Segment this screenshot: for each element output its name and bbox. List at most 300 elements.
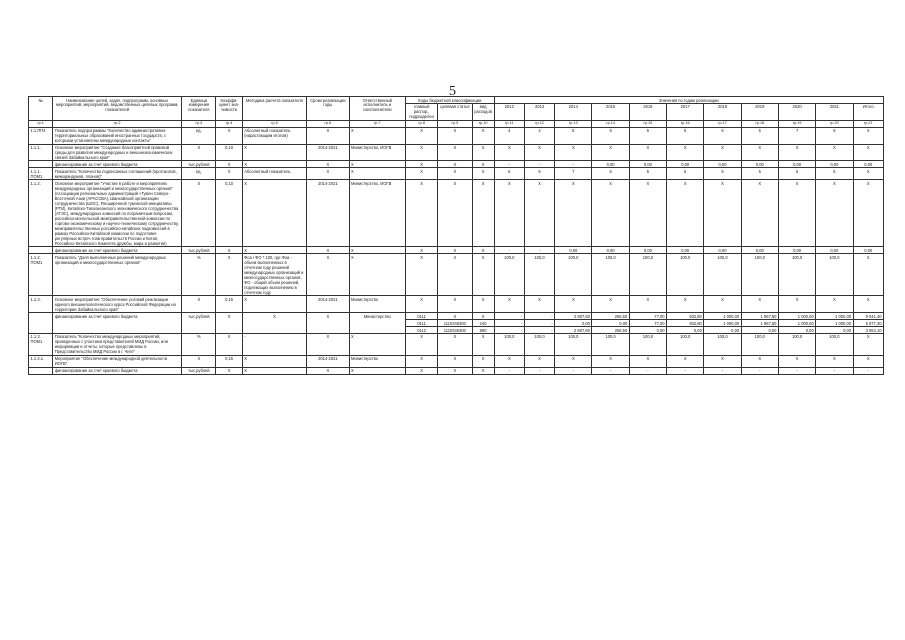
table-cell: X: [472, 247, 494, 254]
column-number: гр.10: [472, 120, 494, 127]
table-cell: 100,0: [741, 254, 778, 296]
table-cell: X: [816, 144, 853, 161]
table-cell: тыс.рублей: [182, 161, 216, 168]
table-cell: 0,00: [816, 161, 853, 168]
financing-cell: Министерство: [349, 313, 405, 334]
table-cell: 1.1.2. ПОМ1: [29, 254, 53, 296]
header-coef: Коэффи-циент зна-чимости: [216, 97, 242, 121]
header-year: 2017: [667, 103, 704, 120]
table-cell: X: [405, 180, 437, 247]
table-cell: 1.1.4.1.: [29, 355, 53, 367]
table-cell: X: [853, 168, 883, 180]
table-cell: X: [405, 296, 437, 313]
table-cell: 4: [524, 127, 554, 144]
table-cell: X: [405, 367, 437, 374]
header-year: 2021: [816, 103, 853, 120]
table-cell: X: [494, 144, 524, 161]
table-row: [29, 247, 884, 254]
table-cell: X: [741, 144, 778, 161]
table-cell: X: [438, 355, 472, 367]
table-row: [29, 355, 884, 367]
table-cell: X: [472, 127, 494, 144]
column-number: гр.5: [242, 120, 307, 127]
table-cell: 7: [778, 127, 815, 144]
financing-value: 1 000,00: [816, 320, 853, 327]
table-cell: Мероприятие "Обеспечение международной деятельности ИОГВ": [53, 355, 182, 367]
table-cell: X: [472, 296, 494, 313]
table-cell: X: [524, 180, 554, 247]
table-cell: 0,00: [741, 247, 778, 254]
table-cell: 5: [704, 168, 741, 180]
table-cell: -: [741, 367, 778, 374]
financing-value: 2 807,60: [555, 313, 592, 320]
table-cell: 0,00: [592, 161, 629, 168]
table-cell: финансирование за счет краевого бюджета: [53, 161, 182, 168]
table-cell: X: [778, 355, 815, 367]
header-executor: Ответственный исполнитель и соисполнители: [349, 97, 405, 121]
table-cell: -: [524, 367, 554, 374]
financing-cell: тыс.рублей: [182, 313, 216, 334]
table-cell: ед.: [182, 127, 216, 144]
table-cell: X: [349, 127, 405, 144]
table-cell: X: [667, 144, 704, 161]
table-cell: 0,00: [629, 247, 666, 254]
table-cell: 100,0: [494, 254, 524, 296]
table-cell: -: [555, 367, 592, 374]
table-cell: Показатель подпрограммы "Количество административно-территориальных образований иностранных государств, с которыми установлены международные контакты": [53, 127, 182, 144]
table-cell: X: [494, 296, 524, 313]
table-cell: X: [182, 355, 216, 367]
table-cell: 4: [494, 127, 524, 144]
financing-value: 256,50: [592, 327, 629, 334]
table-cell: -: [555, 161, 592, 168]
column-number: гр.21: [853, 120, 883, 127]
table-cell: X: [182, 296, 216, 313]
table-cell: 5: [741, 168, 778, 180]
table-cell: X: [307, 367, 349, 374]
table-cell: X: [405, 254, 437, 296]
table-cell: 0,15: [216, 355, 242, 367]
table-cell: X: [405, 333, 437, 355]
financing-value: 0,00: [667, 327, 704, 334]
table-cell: X: [629, 144, 666, 161]
table-cell: 5: [667, 168, 704, 180]
table-cell: X: [307, 247, 349, 254]
table-cell: -: [524, 161, 554, 168]
table-cell: 0,10: [216, 180, 242, 247]
table-cell: X: [555, 296, 592, 313]
table-cell: тыс.рублей: [182, 247, 216, 254]
table-cell: X: [216, 168, 242, 180]
financing-value: 1 967,50: [741, 320, 778, 327]
column-number: гр.16: [667, 120, 704, 127]
table-cell: -: [853, 367, 883, 374]
table-cell: 6: [704, 127, 741, 144]
header-method: Методика расчета показателя: [242, 97, 307, 121]
table-cell: 100,0: [704, 254, 741, 296]
table-cell: X: [307, 161, 349, 168]
table-row: [29, 144, 884, 161]
table-cell: ед.: [182, 168, 216, 180]
table-cell: X: [242, 355, 307, 367]
table-cell: X: [778, 144, 815, 161]
column-number: гр.14: [592, 120, 629, 127]
table-cell: X: [472, 254, 494, 296]
table-cell: 100,0: [816, 254, 853, 296]
table-cell: X: [405, 127, 437, 144]
table-cell: X: [853, 180, 883, 247]
table-cell: 100,0: [778, 333, 815, 355]
table-cell: X: [438, 296, 472, 313]
financing-value: 0,00: [629, 327, 666, 334]
table-cell: X: [349, 367, 405, 374]
table-cell: 5: [629, 168, 666, 180]
table-cell: 5: [555, 127, 592, 144]
table-cell: X: [472, 144, 494, 161]
table-cell: 6: [741, 127, 778, 144]
table-cell: 0,00: [704, 161, 741, 168]
table-cell: -: [629, 367, 666, 374]
table-cell: X: [216, 367, 242, 374]
table-cell: 0,00: [816, 247, 853, 254]
table-cell: X: [438, 127, 472, 144]
header-year: 2018: [704, 103, 741, 120]
table-cell: 0,00: [667, 161, 704, 168]
table-cell: X: [555, 144, 592, 161]
table-cell: X: [592, 355, 629, 367]
table-cell: 100,0: [667, 333, 704, 355]
financing-value: X: [472, 313, 494, 320]
table-cell: X: [307, 254, 349, 296]
table-cell: 100,0: [629, 333, 666, 355]
table-cell: Министерство: [349, 296, 405, 313]
table-cell: X: [349, 333, 405, 355]
table-cell: X: [667, 296, 704, 313]
table-cell: Министерство, ИОГВ: [349, 180, 405, 247]
table-cell: X: [853, 296, 883, 313]
header-bk-type: вид расходов: [472, 103, 494, 120]
financing-cell: финансирование за счет краевого бюджета: [53, 313, 182, 334]
column-number: гр.8: [405, 120, 437, 127]
table-cell: -: [494, 161, 524, 168]
column-number: гр.19: [778, 120, 815, 127]
header-name: Наименование целей, задач, подпрограмм, основных мероприятий, мероприятий, ведомственных целевых программ, показателей: [53, 97, 182, 121]
table-cell: X: [349, 168, 405, 180]
table-cell: X: [704, 144, 741, 161]
header-year: 2015: [592, 103, 629, 120]
table-cell: X: [555, 180, 592, 247]
financing-value: 1 000,00: [704, 320, 741, 327]
table-cell: -: [592, 367, 629, 374]
table-cell: X: [242, 144, 307, 161]
header-bk-main: главный распор., подразделен: [405, 103, 437, 120]
table-cell: 100,0: [629, 254, 666, 296]
table-cell: X: [816, 180, 853, 247]
table-cell: %: [182, 333, 216, 355]
column-number: гр.1: [29, 120, 53, 127]
table-cell: X: [592, 180, 629, 247]
financing-value: 932,80: [667, 313, 704, 320]
header-year: 2014: [555, 103, 592, 120]
financing-cell: X: [216, 313, 242, 334]
table-cell: X: [438, 161, 472, 168]
financing-value: 5 977,30: [853, 320, 883, 327]
table-cell: X: [242, 296, 307, 313]
financing-value: 0,00: [816, 327, 853, 334]
table-cell: X: [349, 161, 405, 168]
financing-value: -: [524, 327, 554, 334]
table-cell: 0,00: [667, 247, 704, 254]
table-cell: 1.1.2.: [29, 180, 53, 247]
table-cell: 100,0: [778, 254, 815, 296]
table-cell: X: [494, 180, 524, 247]
header-year: 2020: [778, 103, 815, 120]
table-cell: 5: [592, 168, 629, 180]
table-cell: X: [216, 333, 242, 355]
financing-cell: X: [242, 313, 307, 334]
financing-value: 0111: [405, 320, 437, 327]
table-cell: X: [242, 247, 307, 254]
table-cell: X: [816, 355, 853, 367]
table-cell: 0,00: [853, 247, 883, 254]
financing-value: 932,80: [667, 320, 704, 327]
table-cell: X: [629, 355, 666, 367]
table-cell: X: [405, 144, 437, 161]
table-cell: 6: [494, 168, 524, 180]
column-numbers-row: [29, 120, 884, 127]
table-cell: X: [853, 254, 883, 296]
table-cell: -: [704, 367, 741, 374]
table-cell: 6: [524, 168, 554, 180]
table-cell: X: [216, 254, 242, 296]
column-number: гр.4: [216, 120, 242, 127]
table-cell: 1.1.ПП4: [29, 127, 53, 144]
table-cell: -: [778, 367, 815, 374]
table-row: [29, 180, 884, 247]
table-cell: 2014-2021: [307, 144, 349, 161]
column-number: гр.18: [741, 120, 778, 127]
column-number: гр.12: [524, 120, 554, 127]
table-cell: X: [307, 127, 349, 144]
table-cell: 0,00: [853, 161, 883, 168]
table-cell: X: [405, 161, 437, 168]
table-cell: 0,00: [629, 161, 666, 168]
table-cell: X: [472, 161, 494, 168]
table-cell: 100,0: [524, 254, 554, 296]
table-cell: X: [405, 247, 437, 254]
header-bk-target: целевая статья: [438, 103, 472, 120]
header-bk-group: Коды бюджетной классификации: [405, 97, 494, 104]
table-cell: 0,00: [555, 247, 592, 254]
table-cell: Основное мероприятие "Участие в работе и мероприятиях международных организаций и межгосударственных органов" (Ассоциации региональных администраций «Тумэн Северо-Восточной Азии (АРАССВА), Шанхайской организации сотрудничества (ШОС), Расширенной тумэнской инициативы (РТИ), Китайско-Тихоокеанского экономического сотрудничества (АТЭС), международных комиссий по пограничным вопросам, российско-монгольской межправительственной комиссии по торгово-экономическому и научно-техническому сотрудничеству, межправительственных российско-китайских подкомиссий в рамках Российско-Китайской комиссии по подготовке регулярных встреч глав правительств России и Китая, Российско-Китайского Комитета дружбы, мира и развития): [53, 180, 182, 247]
header-row-1: [29, 97, 884, 104]
table-cell: 100,0: [667, 254, 704, 296]
financing-value: 1 967,50: [741, 313, 778, 320]
table-cell: X: [307, 333, 349, 355]
table-cell: -: [667, 367, 704, 374]
table-cell: X: [472, 367, 494, 374]
financing-value: -: [524, 320, 554, 327]
table-cell: X: [629, 296, 666, 313]
table-cell: X: [438, 168, 472, 180]
table-cell: X: [524, 355, 554, 367]
table-cell: X: [216, 127, 242, 144]
table-cell: 100,0: [555, 254, 592, 296]
financing-value: -: [494, 320, 524, 327]
table-cell: -: [524, 247, 554, 254]
table-cell: 0,00: [778, 161, 815, 168]
table-cell: Основное мероприятие "Создание благоприятной правовой среды для развития международных и внешнеэкономических связей Забайкальского края": [53, 144, 182, 161]
table-cell: 100,0: [524, 333, 554, 355]
table-cell: X: [438, 367, 472, 374]
table-cell: X: [667, 355, 704, 367]
financing-value: 77,00: [629, 313, 666, 320]
financing-value: 1 000,00: [704, 313, 741, 320]
table-row: [29, 333, 884, 355]
table-row: [29, 367, 884, 374]
financing-value: -: [524, 313, 554, 320]
table-cell: X: [349, 254, 405, 296]
table-cell: X: [182, 144, 216, 161]
table-cell: X: [438, 180, 472, 247]
table-cell: 0,00: [592, 247, 629, 254]
table-cell: X: [405, 355, 437, 367]
financing-value: 1110346300: [438, 327, 472, 334]
table-cell: 100,0: [741, 333, 778, 355]
table-cell: X: [853, 333, 883, 355]
financing-value: 880: [472, 327, 494, 334]
financing-value: 0111: [405, 313, 437, 320]
table-cell: 0,00: [778, 247, 815, 254]
table-cell: 0,00: [704, 247, 741, 254]
table-cell: 5: [816, 168, 853, 180]
table-cell: X: [555, 355, 592, 367]
table-cell: Министерство: [349, 355, 405, 367]
financing-value: 0,00: [592, 320, 629, 327]
table-cell: 100,0: [555, 333, 592, 355]
table-cell: X: [349, 247, 405, 254]
table-cell: 2014-2021: [307, 180, 349, 247]
financing-value: 240: [472, 320, 494, 327]
table-cell: 2014-2021: [307, 355, 349, 367]
table-cell: -: [816, 367, 853, 374]
table-cell: 5: [778, 168, 815, 180]
table-cell: %: [182, 254, 216, 296]
table-cell: X: [472, 355, 494, 367]
table-cell: 2014-2021: [307, 296, 349, 313]
table-cell: Показатель "Доля выполненных решений международных организаций и межгосударственных органов": [53, 254, 182, 296]
financing-value: 256,50: [592, 313, 629, 320]
table-row: [29, 168, 884, 180]
financing-value: 0,00: [555, 320, 592, 327]
table-cell: 100,0: [592, 254, 629, 296]
table-cell: Абсолютный показатель: [242, 168, 307, 180]
financing-value: X: [438, 313, 472, 320]
table-cell: X: [242, 180, 307, 247]
table-cell: 100,0: [704, 333, 741, 355]
table-cell: -: [494, 247, 524, 254]
header-no: №: [29, 97, 53, 121]
table-cell: X: [524, 144, 554, 161]
table-cell: X: [741, 355, 778, 367]
table-cell: [29, 247, 53, 254]
header-years-group: Значения по годам реализации: [494, 97, 883, 104]
column-number: гр.20: [816, 120, 853, 127]
table-cell: X: [242, 161, 307, 168]
program-table: [28, 96, 884, 375]
financing-cell: [29, 313, 53, 334]
table-cell: [29, 161, 53, 168]
table-cell: X: [816, 296, 853, 313]
table-cell: -: [242, 333, 307, 355]
table-cell: 8: [816, 127, 853, 144]
table-cell: X: [438, 254, 472, 296]
table-cell: Министерство, ИОГВ: [349, 144, 405, 161]
financing-value: 1110346300: [438, 320, 472, 327]
financing-value: 0112: [405, 327, 437, 334]
table-cell: Показатель "Количество подписанных соглашений (протоколов, меморандумов, планов)": [53, 168, 182, 180]
table-cell: X: [853, 144, 883, 161]
table-cell: X: [629, 180, 666, 247]
table-cell: X: [472, 333, 494, 355]
table-cell: X: [592, 144, 629, 161]
financing-value: -: [494, 313, 524, 320]
table-cell: X: [704, 296, 741, 313]
header-terms: Сроки реализации годы: [307, 97, 349, 121]
table-cell: X: [472, 180, 494, 247]
financing-value: 3 064,10: [853, 327, 883, 334]
table-cell: Основное мероприятие "Обеспечение условий реализации единого внешнеполитического курса Российской Федерации на территории Забайкальского края": [53, 296, 182, 313]
table-cell: X: [741, 296, 778, 313]
table-cell: 100,0: [494, 333, 524, 355]
table-cell: X: [704, 355, 741, 367]
table-cell: Абсолютный показатель (нарастающим итогом): [242, 127, 307, 144]
financing-value: 77,00: [629, 320, 666, 327]
table-cell: X: [182, 180, 216, 247]
financing-value: 1 000,00: [778, 313, 815, 320]
header-year: 2012: [494, 103, 524, 120]
column-number: гр.2: [53, 120, 182, 127]
table-cell: X: [853, 127, 883, 144]
table-cell: 1.1.3. ПОМ1: [29, 333, 53, 355]
header-total: Итого: [853, 103, 883, 120]
table-cell: Фоа / ФО * 100, где Фоа - объем выполненных в отчетном году решений международных организаций и межгосударственных органов, ФО - общий объем решений, подлежащих выполнению в отчетном году: [242, 254, 307, 296]
table-cell: [29, 367, 53, 374]
table-cell: 100,0: [592, 333, 629, 355]
table-cell: X: [216, 161, 242, 168]
financing-value: 9 041,40: [853, 313, 883, 320]
table-cell: 1.1.3.: [29, 296, 53, 313]
table-cell: X: [704, 180, 741, 247]
table-cell: финансирование за счет краевого бюджета: [53, 247, 182, 254]
table-cell: 5: [592, 127, 629, 144]
table-cell: финансирование за счет краевого бюджета: [53, 367, 182, 374]
document-sheet: [28, 96, 884, 568]
financing-value: 2 807,60: [555, 327, 592, 334]
table-cell: X: [438, 333, 472, 355]
table-cell: -: [494, 367, 524, 374]
header-year: 2013: [524, 103, 554, 120]
column-number: гр.3: [182, 120, 216, 127]
header-year: 2016: [629, 103, 666, 120]
financing-value: 1 000,00: [778, 320, 815, 327]
header-year: 2019: [741, 103, 778, 120]
column-number: гр.7: [349, 120, 405, 127]
table-cell: Показатель "Количество международных мероприятий, проведенных с участием представителей МИД России, или информации и отчеты, которые представлены в Представительство МИД России в г. Чите": [53, 333, 182, 355]
column-number: гр.15: [629, 120, 666, 127]
financing-cell: X: [307, 313, 349, 334]
table-cell: X: [494, 355, 524, 367]
